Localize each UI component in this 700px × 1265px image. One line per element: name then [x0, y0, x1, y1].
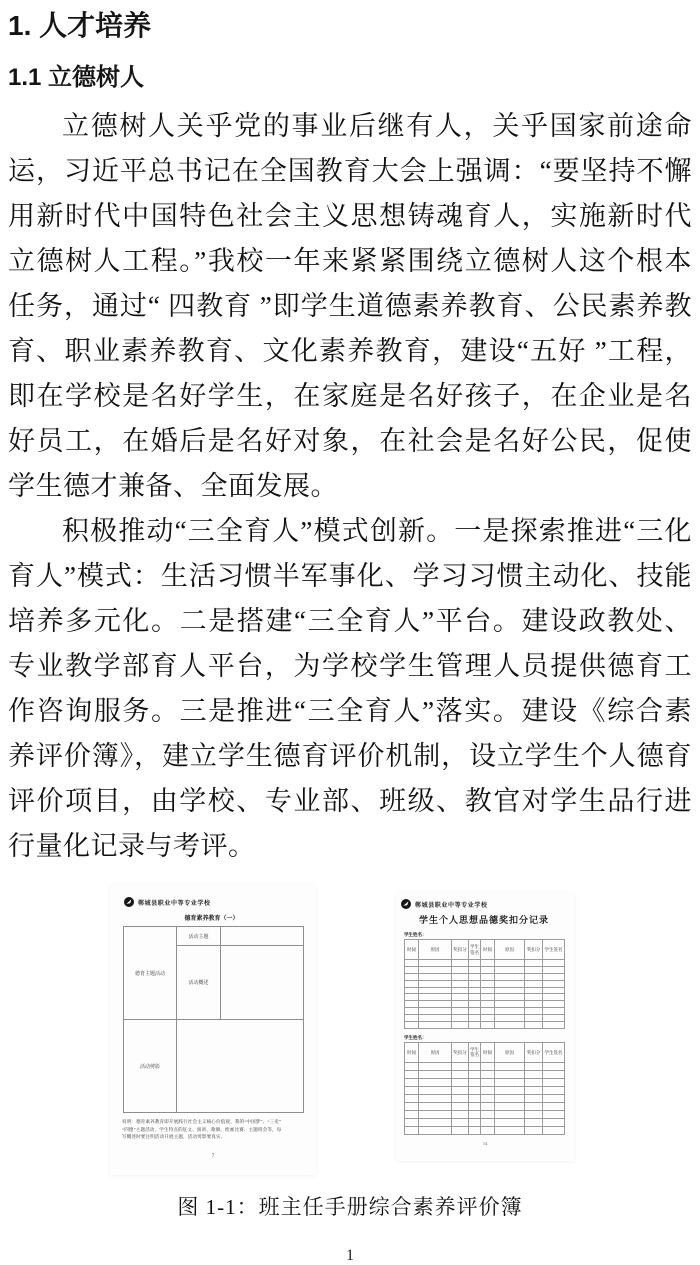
empty-cell [452, 1086, 469, 1094]
empty-cell [405, 1094, 419, 1102]
empty-cell [405, 1110, 419, 1118]
empty-cell [419, 1022, 452, 1029]
empty-cell [469, 973, 481, 980]
empty-cell [452, 1102, 469, 1110]
empty-cell [405, 1070, 419, 1078]
empty-cell [525, 1126, 543, 1134]
empty-cell [405, 973, 419, 980]
empty-cell [495, 987, 525, 994]
empty-cell [469, 1102, 481, 1110]
column-header: 学生签名 [469, 940, 481, 960]
column-header: 时间 [481, 940, 495, 960]
empty-cell [525, 1118, 543, 1126]
empty-cell [405, 1008, 419, 1015]
empty-cell [452, 1015, 469, 1022]
empty-cell [543, 1110, 565, 1118]
empty-cell [481, 1078, 495, 1086]
table-header-row [405, 1042, 565, 1062]
empty-cell [495, 994, 525, 1001]
empty-cell [481, 987, 495, 994]
empty-cell [481, 1126, 495, 1134]
empty-cell [495, 1126, 525, 1134]
column-header: 时间 [481, 1042, 495, 1062]
empty-cell [543, 973, 565, 980]
empty-cell [481, 966, 495, 973]
empty-cell [495, 980, 525, 987]
student-name-label: 学生姓名： [404, 1034, 427, 1040]
form-title-right: 学生个人思想品德奖扣分记录 [418, 915, 549, 925]
empty-cell [469, 1008, 481, 1015]
empty-cell [469, 1062, 481, 1070]
empty-cell [481, 1118, 495, 1126]
column-header: 原因 [495, 1042, 525, 1062]
empty-record-row [405, 1110, 565, 1118]
empty-cell [419, 1078, 452, 1086]
photos-label-cell: 活动剪影 [124, 1020, 177, 1113]
subsection-heading: 1.1 立德树人 [8, 64, 145, 91]
column-header: 奖扣分 [525, 1042, 543, 1062]
empty-cell [481, 1022, 495, 1029]
empty-cell [495, 1094, 525, 1102]
empty-cell [405, 966, 419, 973]
column-header: 原因 [419, 1042, 452, 1062]
column-header: 学生签名 [543, 1042, 565, 1062]
empty-cell [419, 1008, 452, 1015]
column-header: 学生签名 [543, 940, 565, 960]
empty-cell [405, 1078, 419, 1086]
empty-cell [543, 980, 565, 987]
empty-cell [405, 1126, 419, 1134]
empty-cell [543, 1022, 565, 1029]
empty-cell [543, 1062, 565, 1070]
empty-cell [543, 1086, 565, 1094]
empty-cell [419, 1094, 452, 1102]
scan-left-form [110, 885, 316, 1175]
student-name-label: 学生姓名： [404, 932, 427, 937]
empty-cell [177, 1020, 304, 1113]
empty-cell [452, 960, 469, 967]
empty-cell [481, 1110, 495, 1118]
empty-cell [452, 1070, 469, 1078]
empty-cell [525, 980, 543, 987]
empty-cell [543, 1126, 565, 1134]
column-header: 原因 [495, 940, 525, 960]
empty-cell [525, 1001, 543, 1008]
empty-cell [469, 960, 481, 967]
empty-cell [419, 966, 452, 973]
page-number: 1 [346, 1247, 354, 1264]
empty-record-row [405, 960, 565, 967]
empty-cell [419, 1070, 452, 1078]
empty-cell [469, 1001, 481, 1008]
empty-cell [495, 1110, 525, 1118]
empty-record-row [405, 1086, 565, 1094]
empty-cell [419, 1062, 452, 1070]
summary-label-cell: 活动概述 [177, 946, 221, 1020]
empty-record-row [405, 1126, 565, 1134]
empty-cell [452, 1062, 469, 1070]
empty-cell [495, 1001, 525, 1008]
empty-cell [405, 994, 419, 1001]
empty-cell [481, 1086, 495, 1094]
empty-cell [452, 1078, 469, 1086]
empty-cell [452, 1118, 469, 1126]
empty-cell [419, 973, 452, 980]
empty-cell [543, 1008, 565, 1015]
form-title-left: 德育素养教育（一） [184, 916, 239, 922]
empty-cell [543, 1070, 565, 1078]
empty-cell [525, 1102, 543, 1110]
empty-cell [419, 1126, 452, 1134]
empty-cell [525, 966, 543, 973]
empty-cell [469, 1126, 481, 1134]
empty-cell [525, 1015, 543, 1022]
empty-cell [495, 1102, 525, 1110]
scan-right-form [396, 893, 574, 1161]
empty-cell [452, 994, 469, 1001]
empty-cell [495, 1086, 525, 1094]
empty-cell [525, 1094, 543, 1102]
empty-record-row [405, 1001, 565, 1008]
section-heading: 1. 人才培养 [8, 10, 152, 41]
empty-record-row [405, 994, 565, 1001]
empty-cell [481, 994, 495, 1001]
column-header: 奖扣分 [452, 1042, 469, 1062]
empty-cell [481, 1102, 495, 1110]
empty-cell [525, 1110, 543, 1118]
empty-cell [469, 966, 481, 973]
form-note-line: 写概述时要注明活动开展主题，活动剪影要真实。 [122, 1134, 226, 1139]
empty-cell [419, 960, 452, 967]
column-header: 学生签名 [469, 1042, 481, 1062]
theme-label-cell: 活动主题 [177, 927, 221, 946]
empty-record-row [405, 966, 565, 973]
empty-cell [469, 1086, 481, 1094]
empty-cell [525, 994, 543, 1001]
empty-cell [469, 1094, 481, 1102]
table-header-row [405, 940, 565, 960]
figure-images [8, 885, 692, 1177]
empty-cell [495, 960, 525, 967]
empty-cell [469, 1022, 481, 1029]
reward-deduction-table-1 [404, 939, 565, 1029]
empty-record-row [405, 987, 565, 994]
empty-record-row [405, 1015, 565, 1022]
empty-record-row [405, 1078, 565, 1086]
empty-cell [405, 980, 419, 987]
empty-cell [452, 1008, 469, 1015]
empty-cell [419, 1118, 452, 1126]
empty-cell [543, 994, 565, 1001]
empty-cell [419, 994, 452, 1001]
empty-record-row [405, 1094, 565, 1102]
empty-cell [469, 1015, 481, 1022]
empty-cell [543, 1102, 565, 1110]
column-header: 原因 [419, 940, 452, 960]
paragraph-1: 立德树人关乎党的事业后继有人，关乎国家前途命运，习近平总书记在全国教育大会上强调：“要坚持不懈用新时代中国特色社会主义思想铸魂育人，实施新时代立德树人工程。”我校一年来紧紧围绕立德树人这个根本任务，通过“ 四教育 ”即学生道德素养教育、公民素养教育、职业素养教育、文化素养教育，建设“五好 ”工程，即在学校是名好学生，在家庭是名好孩子，在企业是名好员工，在婚后是名好对象，在社会是名好公民，促使学生德才兼备、全面发展。 [8, 111, 692, 501]
empty-cell [543, 1015, 565, 1022]
empty-cell [419, 1102, 452, 1110]
empty-cell [525, 973, 543, 980]
table-row [124, 927, 304, 946]
paragraph-2: 积极推动“三全育人”模式创新。一是探索推进“三化育人”模式：生活习惯半军事化、学习习惯主动化、技能培养多元化。二是搭建“三全育人”平台。建设政教处、专业教学部育人平台，为学校学生管理人员提供德育工作咨询服务。三是推进“三全育人”落实。建设《综合素养评价簿》，建立学生德育评价机制，设立学生个人德育评价项目，由学校、专业部、班级、教官对学生品行进行量化记录与考评。 [8, 516, 692, 861]
empty-cell [481, 1062, 495, 1070]
empty-cell [419, 1086, 452, 1094]
empty-cell [525, 987, 543, 994]
empty-cell [495, 966, 525, 973]
moral-education-form-table [123, 926, 304, 1113]
empty-cell [481, 1094, 495, 1102]
empty-cell [525, 960, 543, 967]
figure-caption: 图 1-1：班主任手册综合素养评价簿 [177, 1195, 523, 1219]
empty-cell [405, 1118, 419, 1126]
empty-cell [495, 1070, 525, 1078]
empty-cell [525, 1086, 543, 1094]
scan-left-header [124, 897, 316, 907]
empty-cell [525, 1078, 543, 1086]
empty-record-row [405, 1062, 565, 1070]
empty-cell [525, 1070, 543, 1078]
empty-cell [469, 1118, 481, 1126]
empty-cell [525, 1008, 543, 1015]
empty-cell [452, 987, 469, 994]
scan-left-page-number: 7 [211, 1153, 215, 1159]
empty-cell [481, 1015, 495, 1022]
form-note-line: “四德”主题活动，学生特点的征文、演讲、歌舞、绘画比赛、主题班会等，每 [122, 1126, 282, 1132]
empty-cell [419, 1110, 452, 1118]
empty-cell [469, 994, 481, 1001]
empty-cell [481, 973, 495, 980]
row-label-cell: 德育主题活动 [124, 927, 177, 1020]
empty-cell [452, 1110, 469, 1118]
empty-cell [452, 1094, 469, 1102]
empty-cell [543, 960, 565, 967]
empty-cell [405, 1022, 419, 1029]
empty-cell [452, 1022, 469, 1029]
empty-cell [481, 1008, 495, 1015]
empty-cell [481, 1070, 495, 1078]
empty-cell [543, 987, 565, 994]
scan-right-header [401, 899, 574, 909]
school-name: 郸城县职业中等专业学校 [415, 902, 488, 909]
empty-cell [469, 980, 481, 987]
empty-cell [469, 987, 481, 994]
empty-cell [405, 1001, 419, 1008]
empty-cell [452, 966, 469, 973]
school-name: 郸城县职业中等专业学校 [138, 900, 211, 907]
empty-cell [419, 1001, 452, 1008]
empty-cell [525, 1062, 543, 1070]
empty-cell [452, 980, 469, 987]
empty-record-row [405, 1070, 565, 1078]
empty-cell [452, 973, 469, 980]
scan-right-page-number: 14 [483, 1140, 487, 1146]
reward-deduction-table-2 [404, 1042, 565, 1135]
empty-record-row [405, 980, 565, 987]
column-header: 奖扣分 [452, 940, 469, 960]
empty-cell [495, 1008, 525, 1015]
empty-cell [495, 1078, 525, 1086]
empty-cell [469, 1070, 481, 1078]
empty-cell [452, 1126, 469, 1134]
empty-cell [405, 1086, 419, 1094]
form-note [122, 1118, 298, 1141]
empty-cell [405, 1015, 419, 1022]
empty-record-row [405, 1118, 565, 1126]
empty-cell [495, 973, 525, 980]
table-row [124, 1020, 304, 1113]
empty-cell [469, 1110, 481, 1118]
empty-cell [469, 1078, 481, 1086]
empty-record-row [405, 973, 565, 980]
school-logo-icon [401, 899, 411, 909]
empty-cell [419, 980, 452, 987]
empty-cell [525, 1022, 543, 1029]
empty-cell [495, 1062, 525, 1070]
empty-cell [452, 1001, 469, 1008]
empty-cell [543, 1078, 565, 1086]
empty-cell [405, 1062, 419, 1070]
empty-cell [495, 1022, 525, 1029]
empty-cell [405, 960, 419, 967]
empty-cell [495, 1118, 525, 1126]
empty-cell [495, 1015, 525, 1022]
form-note-line: 说明：德育素养教育即开展践行社会主义核心价值观、我的“中国梦”、“三史” [122, 1119, 282, 1124]
empty-cell [221, 946, 304, 1020]
empty-cell [543, 1118, 565, 1126]
empty-cell [543, 1001, 565, 1008]
empty-cell [405, 987, 419, 994]
column-header: 奖扣分 [525, 940, 543, 960]
empty-cell [221, 927, 304, 946]
empty-record-row [405, 1102, 565, 1110]
empty-cell [419, 1015, 452, 1022]
empty-record-row [405, 1022, 565, 1029]
empty-cell [481, 960, 495, 967]
empty-cell [419, 987, 452, 994]
empty-record-row [405, 1008, 565, 1015]
column-header: 时间 [405, 940, 419, 960]
empty-cell [405, 1102, 419, 1110]
empty-cell [481, 980, 495, 987]
school-logo-icon [124, 897, 134, 907]
empty-cell [481, 1001, 495, 1008]
empty-cell [543, 966, 565, 973]
empty-cell [543, 1094, 565, 1102]
column-header: 时间 [405, 1042, 419, 1062]
